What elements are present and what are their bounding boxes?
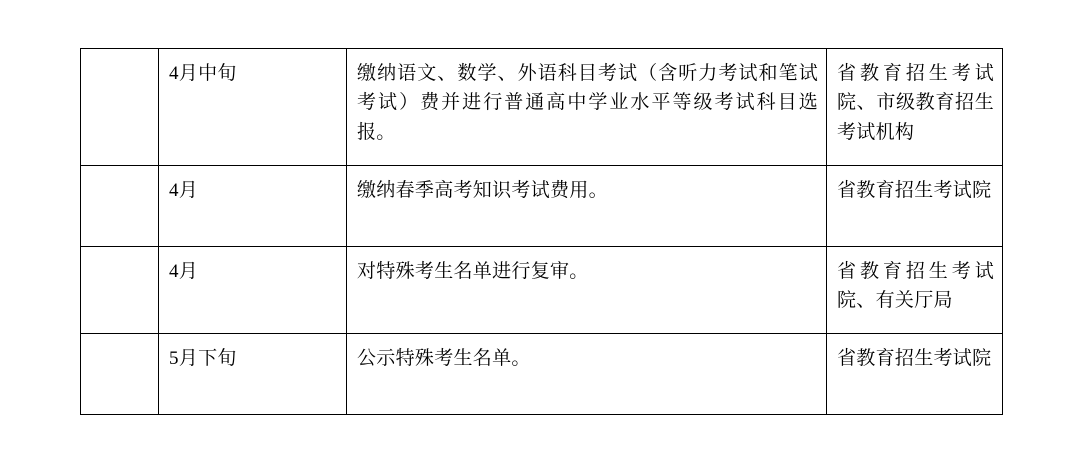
table-cell-spacer [81,166,159,247]
table-cell-org: 省教育招生考试院 [827,166,1003,247]
table-cell-task: 对特殊考生名单进行复审。 [347,247,827,334]
table-cell-org: 省教育招生考试院、有关厅局 [827,247,1003,334]
table-cell-spacer [81,247,159,334]
table-cell-spacer [81,334,159,415]
table-cell-task: 缴纳语文、数学、外语科目考试（含听力考试和笔试考试）费并进行普通高中学业水平等级考试科目选报。 [347,49,827,166]
table-row [81,334,1003,415]
exam-schedule-table [80,48,1003,415]
table-row [81,166,1003,247]
table-cell-task: 公示特殊考生名单。 [347,334,827,415]
table-cell-task: 缴纳春季高考知识考试费用。 [347,166,827,247]
table-cell-org: 省教育招生考试院 [827,334,1003,415]
table-cell-org: 省教育招生考试院、市级教育招生考试机构 [827,49,1003,166]
table-row [81,247,1003,334]
table-cell-time: 4月中旬 [159,49,347,166]
table-cell-time: 4月 [159,247,347,334]
table-cell-spacer [81,49,159,166]
table-cell-time: 5月下旬 [159,334,347,415]
table-cell-time: 4月 [159,166,347,247]
table-row [81,49,1003,166]
